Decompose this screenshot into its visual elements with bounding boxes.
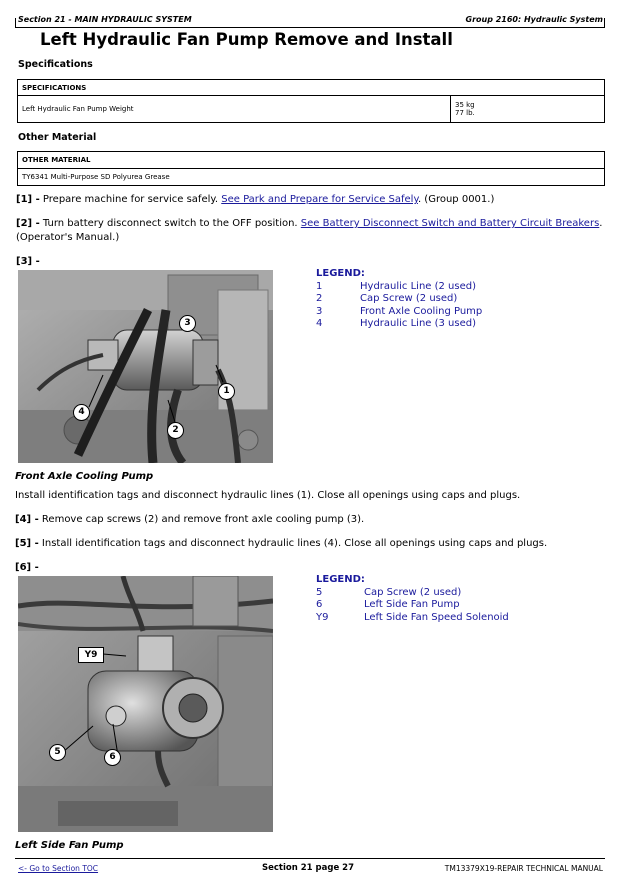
step-5-number: [5] - — [15, 538, 39, 549]
step-4 — [15, 513, 364, 527]
step-1 — [16, 193, 494, 207]
step-1-text: Prepare machine for service safely. — [42, 194, 219, 205]
front-axle-pump-photo — [18, 270, 273, 463]
step-6-number: [6] - — [15, 562, 39, 573]
front-axle-pump-illustration — [18, 270, 273, 463]
footer-rule — [15, 858, 605, 859]
legend-2-label: Left Side Fan Speed Solenoid — [364, 611, 509, 623]
callout-4: 4 — [73, 404, 90, 421]
legend-2-heading: LEGEND: — [316, 574, 365, 585]
step-2-tail: . — [599, 218, 603, 229]
legend-2-label: Cap Screw (2 used) — [364, 586, 462, 598]
figure-1-caption: Front Axle Cooling Pump — [15, 471, 154, 482]
step-2-number: [2] - — [16, 218, 40, 229]
step-5-text: Install identification tags and disconnect hydraulic lines (4). Close all openings using caps and plugs. — [41, 538, 548, 549]
step-3-number: [3] - — [16, 256, 40, 267]
legend-1-num: 4 — [316, 318, 323, 329]
tag-y9: Y9 — [78, 647, 104, 663]
legend-1-num: 1 — [316, 280, 323, 292]
legend-2-label: Left Side Fan Pump — [364, 599, 460, 610]
step-4-number: [4] - — [15, 514, 39, 525]
legend-1-heading: LEGEND: — [316, 268, 365, 279]
battery-disconnect-link[interactable]: See Battery Disconnect Switch and Battery Circuit Breakers — [300, 218, 600, 229]
legend-1-label: Cap Screw (2 used) — [360, 293, 458, 304]
step-4-text: Remove cap screws (2) and remove front axle cooling pump (3). — [41, 514, 365, 525]
legend-1-item — [316, 293, 482, 306]
legend-2 — [316, 574, 509, 624]
specifications-table — [17, 79, 605, 123]
step-1-tail: . (Group 0001.) — [417, 194, 495, 205]
left-fan-pump-illustration — [18, 576, 273, 832]
callout-1: 1 — [218, 383, 235, 400]
legend-2-num: Y9 — [316, 611, 329, 623]
header-rule-left — [15, 18, 16, 28]
callout-2: 2 — [167, 422, 184, 439]
spec-value-kg: 35 kg — [455, 101, 475, 109]
left-fan-pump-photo — [18, 576, 273, 832]
legend-1-label: Front Axle Cooling Pump — [360, 305, 483, 317]
header-group: Group 2160: Hydraulic System — [465, 15, 603, 24]
legend-2-num: 6 — [316, 599, 323, 610]
step-5 — [15, 537, 547, 551]
legend-1-item — [316, 281, 482, 294]
callout-6: 6 — [104, 749, 121, 766]
step-2 — [16, 217, 606, 245]
spec-value-lb: 77 lb. — [455, 109, 475, 117]
legend-1-item — [316, 306, 482, 319]
specifications-heading: Specifications — [18, 59, 93, 70]
legend-1-label: Hydraulic Line (3 used) — [360, 318, 477, 329]
park-and-prepare-link[interactable]: See Park and Prepare for Service Safely — [221, 194, 418, 205]
figure-2-caption: Left Side Fan Pump — [15, 840, 124, 851]
page-title: Left Hydraulic Fan Pump Remove and Install — [40, 30, 453, 49]
footer-manual: TM13379X19-REPAIR TECHNICAL MANUAL — [444, 864, 603, 873]
legend-2-item — [316, 599, 509, 612]
spec-row-value — [451, 96, 605, 123]
legend-1-num: 3 — [316, 305, 323, 317]
specifications-table-header: SPECIFICATIONS — [18, 80, 605, 96]
callout-3: 3 — [179, 315, 196, 332]
legend-1-item — [316, 318, 482, 331]
other-material-table — [17, 151, 605, 186]
other-material-heading: Other Material — [18, 132, 97, 143]
footer-page: Section 21 page 27 — [262, 863, 354, 873]
header-rule — [15, 27, 605, 28]
section-toc-link[interactable]: <- Go to Section TOC — [18, 864, 99, 873]
step-1-number: [1] - — [16, 194, 40, 205]
other-material-table-header: OTHER MATERIAL — [18, 152, 605, 169]
spec-row-label: Left Hydraulic Fan Pump Weight — [18, 96, 451, 123]
callout-5: 5 — [49, 744, 66, 761]
step-2-text: Turn battery disconnect switch to the OFF position. — [42, 218, 298, 229]
legend-2-item — [316, 612, 509, 625]
legend-2-num: 5 — [316, 586, 323, 598]
legend-2-item — [316, 587, 509, 600]
header-section: Section 21 - MAIN HYDRAULIC SYSTEM — [18, 15, 192, 24]
legend-1-label: Hydraulic Line (2 used) — [360, 280, 477, 292]
other-material-row: TY6341 Multi-Purpose SD Polyurea Grease — [18, 169, 605, 186]
header-rule-right — [604, 18, 605, 28]
legend-1-num: 2 — [316, 293, 323, 304]
legend-1 — [316, 268, 482, 331]
figure-1-description: Install identification tags and disconnect hydraulic lines (1). Close all openings using caps and plugs. — [15, 490, 521, 501]
step-2-line2: (Operator's Manual.) — [16, 232, 120, 243]
